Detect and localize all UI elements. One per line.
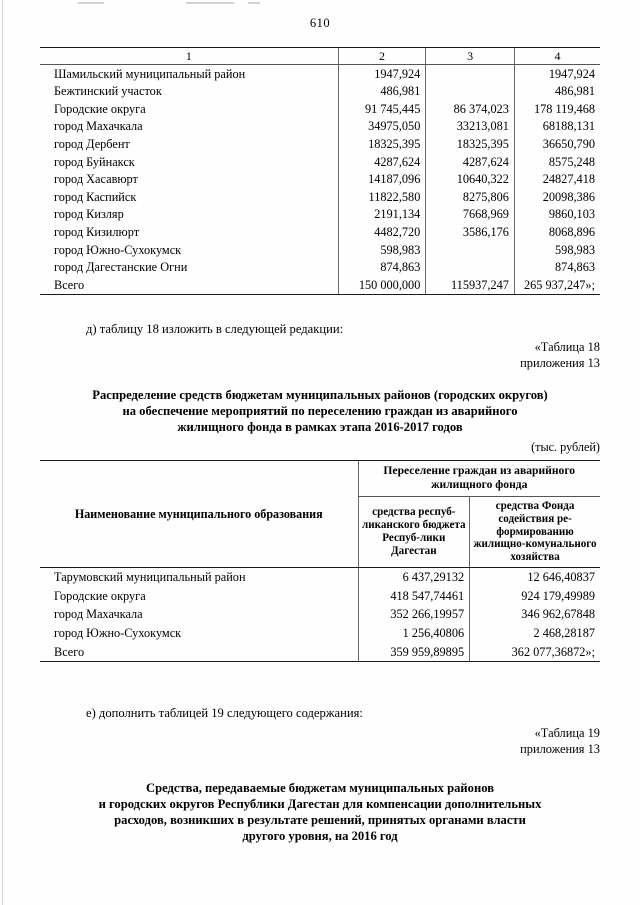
table-row [40, 568, 600, 587]
row-label: город Дагестанские Огни [54, 260, 188, 275]
page-number: 610 [309, 16, 331, 30]
table-row [40, 83, 600, 101]
table-row-total [40, 276, 600, 294]
table3-title [40, 781, 600, 844]
table2-body [40, 461, 600, 662]
row-value-3: 924 179,49989 [470, 587, 600, 606]
table1-body [40, 48, 600, 295]
row-value-2: 14187,096 [338, 171, 426, 189]
table1-col-header-4: 4 [514, 48, 600, 65]
table-row [40, 587, 600, 606]
row-value-4: 68188,131 [514, 118, 600, 136]
row-value-3: 346 962,67848 [470, 605, 600, 624]
row-value-2: 150 000,000 [338, 276, 426, 294]
row-label: город Южно-Сухокумск [54, 242, 182, 257]
row-value-2: 598,983 [338, 241, 426, 259]
table3-title-line1: Средства, передаваемые бюджетам муниципальных районов [145, 781, 495, 795]
scan-speck-artifact [78, 2, 104, 4]
row-value-4: 598,983 [514, 241, 600, 259]
row-label: город Буйнакск [54, 154, 135, 169]
table1-col-header-1: 1 [40, 48, 338, 65]
table2-title-line3: жилищного фонда в рамках этапа 2016-2017 годов [177, 419, 463, 434]
table2-sub-header-fund: средства Фонда содействия ре-формированию жилищно-комунального хозяйства [470, 496, 600, 567]
scan-edge-artifact [2, 0, 3, 905]
table2-name-column-header: Наименование муниципального образования [40, 461, 358, 568]
row-value-3: 7668,969 [426, 206, 515, 224]
row-value-3 [426, 83, 515, 101]
row-value-3: 86 374,023 [426, 100, 515, 118]
row-label: город Махачкала [54, 607, 143, 622]
row-value-3: 362 077,36872»; [470, 642, 600, 661]
row-value-3 [426, 241, 515, 259]
table-row [40, 605, 600, 624]
row-value-2: 34975,050 [338, 118, 426, 136]
clause-d-note-line1: «Таблица 18 [534, 340, 600, 354]
clause-e-note [520, 725, 600, 758]
row-label: Городские округа [54, 101, 146, 116]
row-value-2: 4287,624 [338, 153, 426, 171]
table-row-total [40, 642, 600, 661]
row-value-3: 8275,806 [426, 188, 515, 206]
table2-sub-header-republic-budget: средства респуб-ликанского бюджета Респуб-лики Дагестан [358, 496, 470, 567]
table2-header-row-group [40, 461, 600, 497]
row-value-3: 10640,322 [426, 171, 515, 189]
row-value-4: 1947,924 [514, 65, 600, 83]
scan-speck-artifact [248, 2, 260, 4]
row-value-3: 115937,247 [426, 276, 515, 294]
table1-header-row [40, 48, 600, 65]
row-value-4: 8575,248 [514, 153, 600, 171]
row-label: город Южно-Сухокумск [54, 626, 182, 641]
row-value-3: 3586,176 [426, 223, 515, 241]
row-value-4: 20098,386 [514, 188, 600, 206]
table-resettlement-funds [40, 460, 600, 662]
row-value-4: 265 937,247»; [514, 276, 600, 294]
row-value-2: 486,981 [338, 83, 426, 101]
row-value-4: 486,981 [514, 83, 600, 101]
row-value-3: 2 468,28187 [470, 624, 600, 643]
table3-title-line4: другого уровня, на 2016 год [242, 828, 398, 843]
row-label: город Хасавюрт [54, 172, 138, 187]
row-value-3 [426, 259, 515, 277]
row-label: город Дербент [54, 137, 130, 152]
table2-group-header: Переселение граждан из аварийного жилищного фонда [358, 461, 600, 497]
clause-e-note-line2: приложения 13 [520, 742, 600, 757]
row-label: Городские округа [54, 588, 146, 603]
table-row [40, 624, 600, 643]
row-value-3: 4287,624 [426, 153, 515, 171]
row-value-4: 9860,103 [514, 206, 600, 224]
row-label: Всего [40, 276, 338, 294]
row-label: Шамильский муниципальный район [54, 66, 246, 81]
row-value-3: 33213,081 [426, 118, 515, 136]
row-value-2: 418 547,74461 [358, 587, 470, 606]
row-label: город Кизилюрт [54, 224, 140, 239]
table1-col-header-3: 3 [426, 48, 515, 65]
clause-e-note-line1: «Таблица 19 [534, 726, 600, 740]
table2-units-note: (тыс. рублей) [531, 440, 600, 454]
row-value-4: 178 119,468 [514, 100, 600, 118]
table-row [40, 100, 600, 118]
row-label: город Кизляр [54, 207, 124, 222]
table-distribution-continued [40, 47, 600, 295]
row-label: Тарумовский муниципальный район [54, 570, 246, 585]
table1-col-header-2: 2 [338, 48, 426, 65]
row-value-3: 12 646,40837 [470, 568, 600, 587]
row-label: город Махачкала [54, 119, 143, 134]
scan-speck-artifact [186, 2, 234, 4]
table-row [40, 118, 600, 136]
row-value-4: 36650,790 [514, 135, 600, 153]
table2-title-line2: на обеспечение мероприятий по переселению граждан из аварийного [122, 403, 518, 418]
row-value-2: 1 256,40806 [358, 624, 470, 643]
clause-d-text: д) таблицу 18 изложить в следующей редакции: [86, 322, 344, 336]
table-row [40, 171, 600, 189]
row-value-2: 874,863 [338, 259, 426, 277]
row-value-2: 352 266,19957 [358, 605, 470, 624]
table-row [40, 241, 600, 259]
table-row [40, 153, 600, 171]
table3-title-line3: расходов, возникших в результате решений, принятых органами власти [114, 812, 526, 827]
table3-title-line2: и городских округов Республики Дагестан для компенсации дополнительных [98, 796, 542, 811]
row-value-4: 8068,896 [514, 223, 600, 241]
row-label: город Каспийск [54, 189, 137, 204]
row-value-2: 11822,580 [338, 188, 426, 206]
table-row [40, 65, 600, 83]
row-label: Бежтинский участок [54, 84, 162, 99]
row-value-2: 91 745,445 [338, 100, 426, 118]
table2-title [40, 388, 600, 436]
table-row [40, 223, 600, 241]
table-row [40, 206, 600, 224]
clause-e-text: е) дополнить таблицей 19 следующего содержания: [86, 706, 363, 720]
row-value-2: 2191,134 [338, 206, 426, 224]
table-row [40, 135, 600, 153]
row-value-4: 24827,418 [514, 171, 600, 189]
clause-d-note [520, 339, 600, 372]
row-value-3 [426, 65, 515, 83]
row-value-2: 1947,924 [338, 65, 426, 83]
row-value-4: 874,863 [514, 259, 600, 277]
clause-d-note-line2: приложения 13 [520, 356, 600, 371]
table-row [40, 259, 600, 277]
row-value-2: 6 437,29132 [358, 568, 470, 587]
row-value-2: 18325,395 [338, 135, 426, 153]
table2-title-line1: Распределение средств бюджетам муниципальных районов (городских округов) [92, 388, 548, 402]
row-value-3: 18325,395 [426, 135, 515, 153]
row-label: Всего [40, 642, 358, 661]
row-value-2: 359 959,89895 [358, 642, 470, 661]
row-value-2: 4482,720 [338, 223, 426, 241]
table-row [40, 188, 600, 206]
